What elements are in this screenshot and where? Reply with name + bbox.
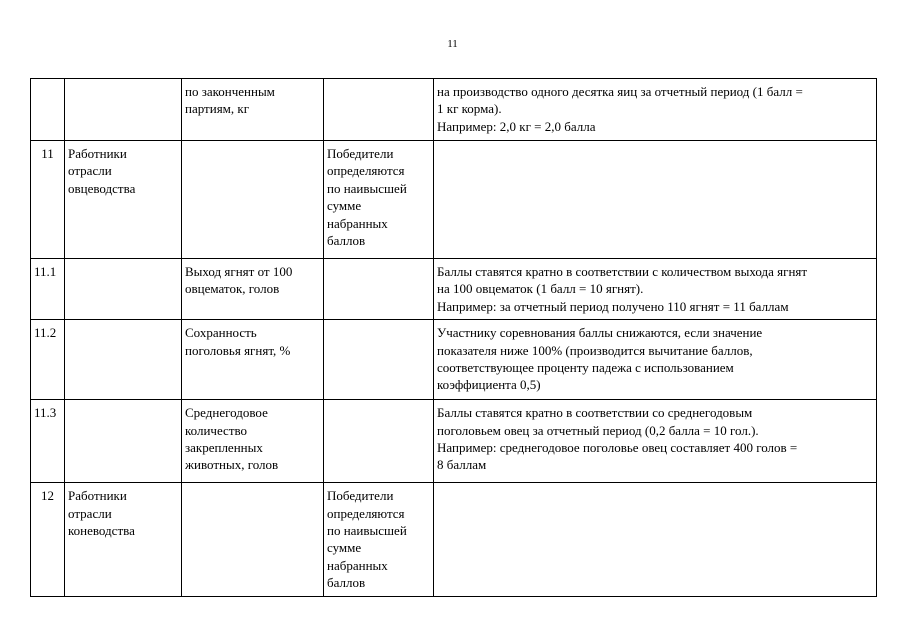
indicator-cell: Среднегодовое количество закрепленных животных, голов	[182, 400, 324, 483]
scoring-rule-cell: Участнику соревнования баллы снижаются, если значение показателя ниже 100% (производится вычитание баллов, соответствующее проценту падежа с использованием коэффициента 0,5)	[434, 320, 877, 400]
winners-rule-cell	[324, 259, 434, 320]
worker-category-cell	[65, 320, 182, 400]
row-number-cell: 11.3	[31, 400, 65, 483]
worker-category-cell: Работники отрасли овцеводства	[65, 141, 182, 259]
worker-category-cell: Работники отрасли коневодства	[65, 483, 182, 597]
indicator-cell: по законченным партиям, кг	[182, 79, 324, 141]
scoring-rule-cell: Баллы ставятся кратно в соответствии с количеством выхода ягнят на 100 овцематок (1 балл = 10 ягнят). Например: за отчетный период получено 110 ягнят = 11 баллам	[434, 259, 877, 320]
table-row	[31, 259, 877, 320]
row-number-cell: 11	[31, 141, 65, 259]
page-number: 11	[447, 38, 458, 50]
table-row	[31, 400, 877, 483]
winners-rule-cell	[324, 320, 434, 400]
winners-rule-cell: Победители определяются по наивысшей сумме набранных баллов	[324, 483, 434, 597]
winners-rule-cell: Победители определяются по наивысшей сумме набранных баллов	[324, 141, 434, 259]
row-number-cell: 12	[31, 483, 65, 597]
worker-category-cell	[65, 259, 182, 320]
scoring-rule-cell	[434, 483, 877, 597]
row-number-cell: 11.2	[31, 320, 65, 400]
worker-category-cell	[65, 79, 182, 141]
winners-rule-cell	[324, 400, 434, 483]
scoring-rule-cell	[434, 141, 877, 259]
row-number-cell	[31, 79, 65, 141]
table-row	[31, 483, 877, 597]
indicator-cell: Сохранность поголовья ягнят, %	[182, 320, 324, 400]
winners-rule-cell	[324, 79, 434, 141]
table-row	[31, 320, 877, 400]
indicator-cell: Выход ягнят от 100 овцематок, голов	[182, 259, 324, 320]
indicator-cell	[182, 141, 324, 259]
scoring-rule-cell: на производство одного десятка яиц за отчетный период (1 балл = 1 кг корма). Например: 2,0 кг = 2,0 балла	[434, 79, 877, 141]
indicator-cell	[182, 483, 324, 597]
row-number-cell: 11.1	[31, 259, 65, 320]
table-row	[31, 79, 877, 141]
scoring-rule-cell: Баллы ставятся кратно в соответствии со среднегодовым поголовьем овец за отчетный период (0,2 балла = 10 гол.). Например: среднегодовое поголовье овец составляет 400 голов = 8 баллам	[434, 400, 877, 483]
table-row	[31, 141, 877, 259]
criteria-table	[30, 78, 877, 597]
worker-category-cell	[65, 400, 182, 483]
